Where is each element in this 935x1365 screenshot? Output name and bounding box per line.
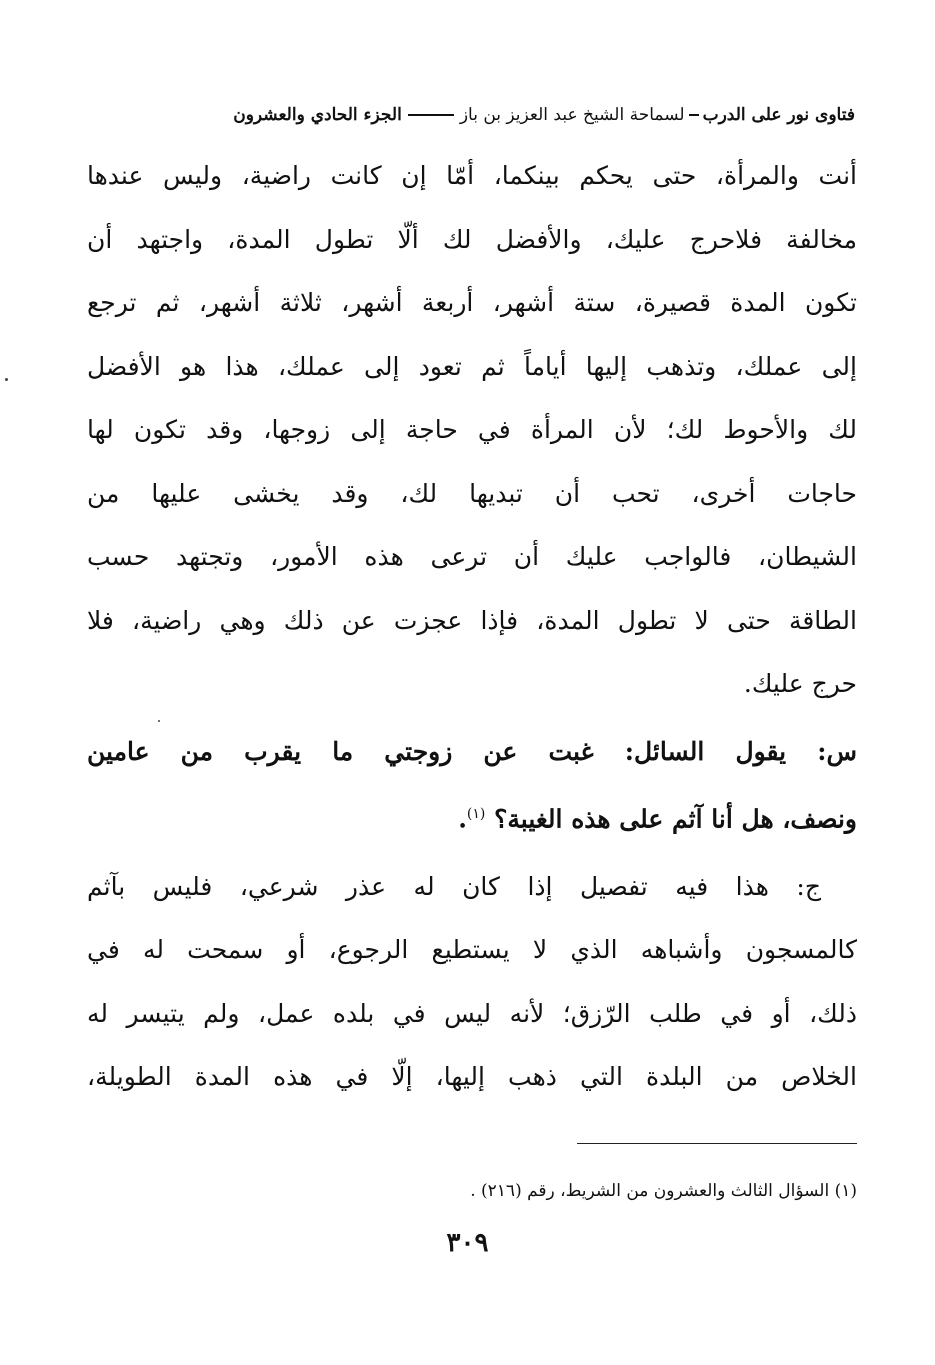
header-separator-short bbox=[689, 114, 699, 116]
header-book-title: فتاوى نور على الدرب bbox=[702, 105, 855, 125]
text-line: أنت والمرأة، حتى يحكم بينكما، أمّا إن كانت راضية، وليس عندها bbox=[87, 161, 857, 190]
answer-paragraph bbox=[87, 855, 857, 1109]
text-line: تكون المدة قصيرة، ستة أشهر، أربعة أشهر، ثلاثة أشهر، ثم ترجع bbox=[87, 288, 857, 317]
question-text: ونصف، هل أنا آثم على هذه الغيبة؟ bbox=[494, 804, 857, 834]
footnote: (١) السؤال الثالث والعشرون من الشريط، رقم (٢١٦) . bbox=[470, 1181, 857, 1201]
continuation-paragraph bbox=[87, 144, 857, 716]
header-author: لسماحة الشيخ عبد العزيز بن باز bbox=[459, 105, 685, 125]
question-paragraph bbox=[87, 720, 857, 851]
scan-speck bbox=[5, 378, 8, 381]
text-line: الشيطان، فالواجب عليك أن ترعى هذه الأمور، وتجتهد حسب bbox=[87, 542, 857, 571]
answer-line: كالمسجون وأشباهه الذي لا يستطيع الرجوع، أو سمحت له في bbox=[87, 935, 857, 965]
text-line: حرج عليك. bbox=[743, 669, 857, 698]
scan-speck bbox=[158, 720, 160, 722]
footnote-separator bbox=[577, 1143, 857, 1144]
header-volume: الجزء الحادي والعشرون bbox=[233, 105, 402, 125]
question-line-last: ونصف، هل أنا آثم على هذه الغيبة؟ $^{(١)}$. bbox=[458, 804, 857, 834]
header-separator-long bbox=[408, 114, 454, 116]
question-line: س: يقول السائل: غبت عن زوجتي ما يقرب من عامين bbox=[87, 736, 857, 766]
answer-line: الخلاص من البلدة التي ذهب إليها، إلّا في هذه المدة الطويلة، bbox=[87, 1062, 857, 1092]
text-line: لك والأحوط لك؛ لأن المرأة في حاجة إلى زوجها، وقد تكون لها bbox=[87, 415, 857, 444]
answer-line: ذلك، أو في طلب الرّزق؛ لأنه ليس في بلده عمل، ولم يتيسر له bbox=[87, 998, 857, 1028]
footnote-reference: (١) bbox=[466, 806, 486, 822]
running-header bbox=[96, 98, 855, 132]
text-line: إلى عملك، وتذهب إليها أياماً ثم تعود إلى عملك، هذا هو الأفضل bbox=[87, 351, 857, 381]
text-line: الطاقة حتى لا تطول المدة، فإذا عجزت عن ذلك وهي راضية، فلا bbox=[87, 605, 857, 635]
page-number: ٣٠٩ bbox=[446, 1228, 489, 1258]
main-text bbox=[87, 144, 857, 1109]
answer-line: ج: هذا فيه تفصيل إذا كان له عذر شرعي، فليس بآثم bbox=[87, 871, 821, 901]
text-line: حاجات أخرى، تحب أن تبديها لك، وقد يخشى عليها من bbox=[87, 478, 857, 508]
text-line: مخالفة فلاحرج عليك، والأفضل لك ألّا تطول المدة، واجتهد أن bbox=[87, 224, 857, 254]
